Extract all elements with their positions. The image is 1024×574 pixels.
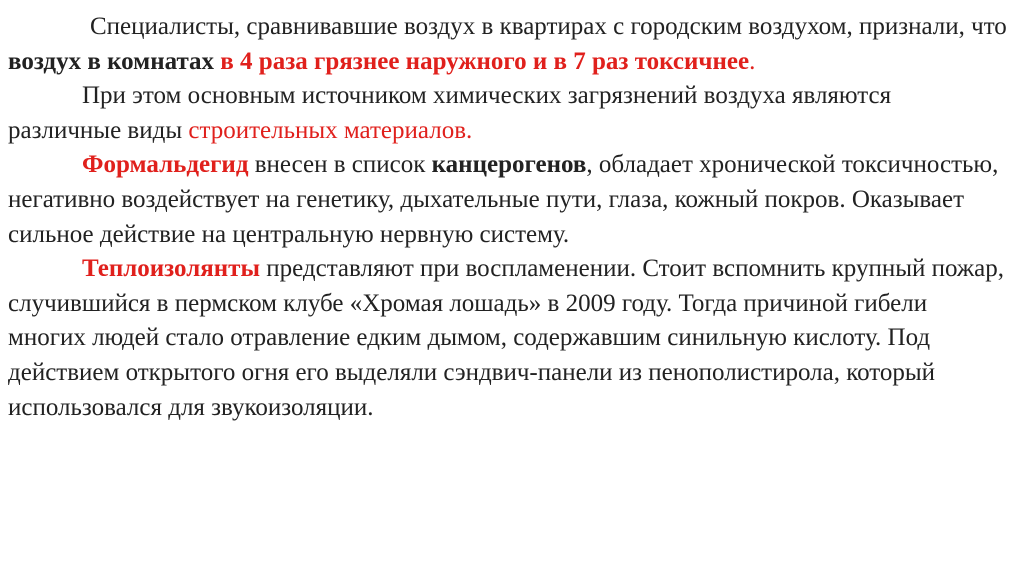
air-quality-period: . xyxy=(749,47,756,75)
building-materials-highlight: строительных материалов. xyxy=(188,116,473,144)
indoor-air-emphasis: воздух в комнатах xyxy=(8,47,215,75)
paragraph-formaldehyde xyxy=(8,148,1008,252)
insulation-term: Теплоизолянты xyxy=(82,255,260,283)
formaldehyde-text-2: , обладает хронической токсичностью, негативно воздействует на генетику, дыхательные пути, глаза, кожный покров. Оказывает сильное действие на центральную нервную систему. xyxy=(8,151,999,248)
pollution-comparison-highlight: в 4 раза грязнее наружного и в 7 раз токсичнее xyxy=(220,47,750,75)
paragraph-insulation xyxy=(8,252,1008,425)
formaldehyde-text-1: внесен в список xyxy=(248,151,432,179)
carcinogens-term: канцерогенов xyxy=(431,151,587,179)
air-quality-text: Специалисты, сравнивавшие воздух в квартирах с городским воздухом, признали, что xyxy=(90,13,1007,40)
formaldehyde-term: Формальдегид xyxy=(82,151,249,179)
paragraph-chemical-sources xyxy=(8,79,1008,148)
insulation-text: представляют при воспламенении. Стоит вспомнить крупный пожар, случившийся в пермском клубе «Хромая лошадь» в 2009 году. Тогда причиной гибели многих людей стало отравление едким дымом, содержавшим синильную кислоту. Под действием открытого огня его выделяли сэндвич-панели из пенополистирола, который использовался для звукоизоляции. xyxy=(8,255,1005,421)
slide-body-text xyxy=(8,10,1008,425)
paragraph-air-quality xyxy=(8,10,1008,79)
chemical-sources-text: При этом основным источником химических загрязнений воздуха являются различные виды xyxy=(8,82,892,144)
